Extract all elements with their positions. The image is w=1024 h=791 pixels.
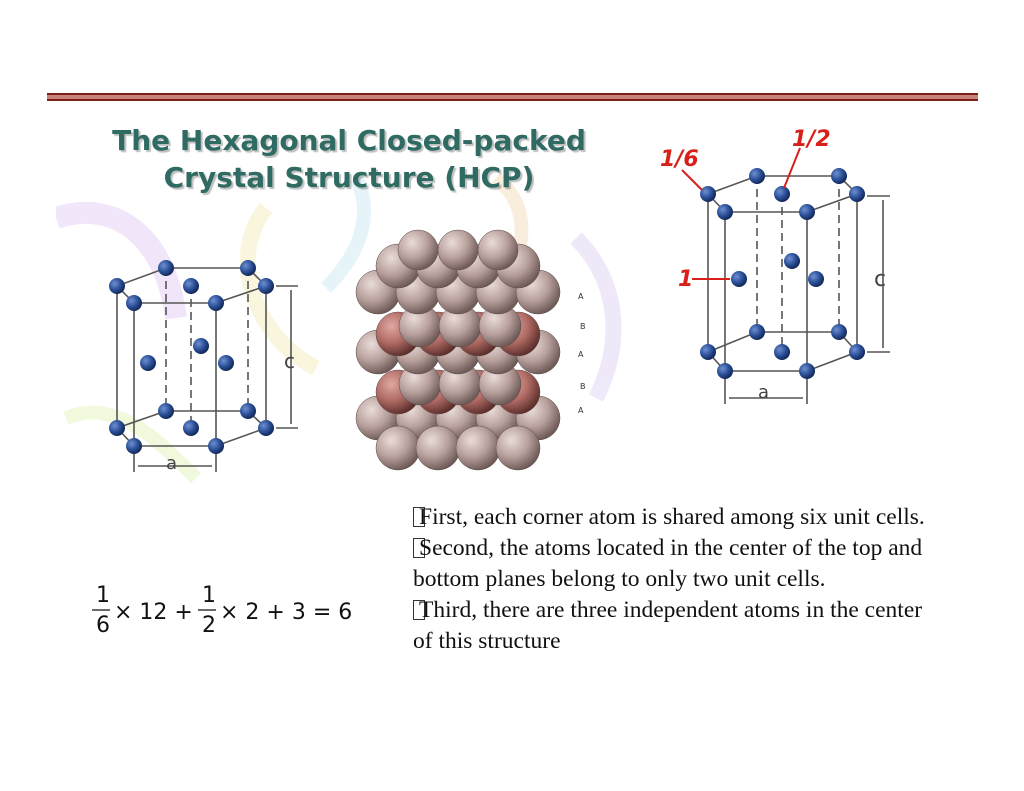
explanation-point-2-text: Second, the atoms located in the center of the top and bottom planes belong to only two unit cells. [413, 535, 923, 592]
left-a-label: a [166, 453, 178, 474]
fraction1-numerator: 1 [96, 583, 110, 608]
corner-fraction-label: 1/6 [660, 147, 699, 172]
left-c-label: c [284, 349, 295, 373]
layer-label-2: B [580, 322, 586, 331]
right-c-label: c [874, 267, 887, 292]
header-divider [47, 93, 978, 101]
layer-label-4: B [580, 382, 586, 391]
face-fraction-label: 1/2 [792, 127, 831, 152]
formula-term1: × 12 + [114, 600, 193, 625]
sphere-stack [356, 230, 586, 470]
formula-art [92, 582, 362, 642]
formula-term2: × 2 + 3 = 6 [220, 600, 353, 625]
explanation-point-2 [413, 533, 943, 595]
hcp-figure [56, 118, 642, 490]
layer-label-1: A [578, 292, 584, 301]
fraction2-numerator: 1 [202, 583, 216, 608]
explanation-text [413, 502, 943, 657]
figure-title-line1: The Hexagonal Closed-packed [112, 124, 586, 157]
layer-label-3: A [578, 350, 584, 359]
fraction2-denominator: 2 [202, 613, 216, 638]
figure-title-line2: Crystal Structure (HCP) [163, 161, 535, 194]
explanation-point-3-text: Third, there are three independent atoms in the center of this structure [413, 597, 923, 654]
explanation-point-3 [413, 595, 943, 657]
layer-label-5: A [578, 406, 584, 415]
explanation-point-1-text: First, each corner atom is shared among six unit cells. [419, 504, 925, 530]
atom-count-formula [92, 582, 362, 642]
explanation-point-1 [413, 502, 943, 533]
hcp-unit-cell-right-art [652, 118, 898, 413]
interior-count-label: 1 [678, 267, 694, 292]
fraction1-denominator: 6 [96, 613, 110, 638]
figure-title [56, 122, 642, 196]
right-a-label: a [758, 382, 770, 403]
hcp-unit-cell-right [652, 118, 898, 413]
